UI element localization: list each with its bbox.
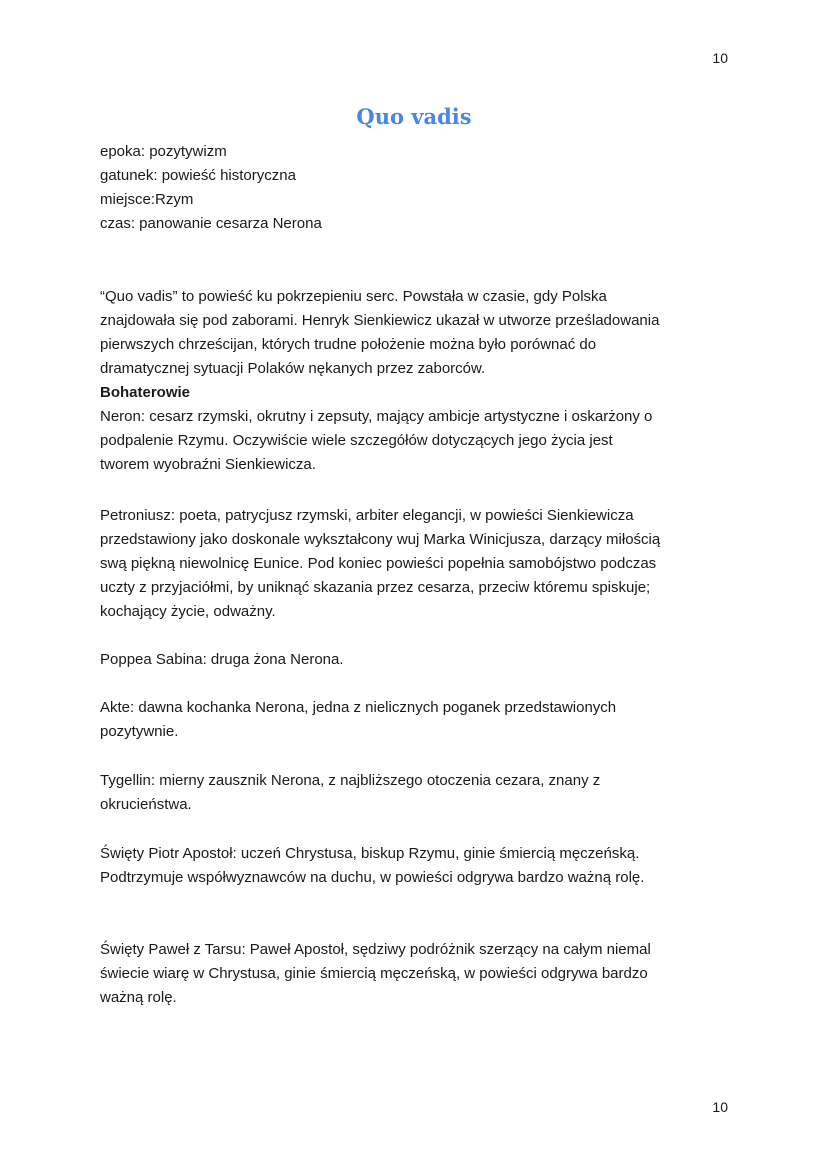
- meta-place: miejsce:Rzym: [100, 191, 194, 208]
- character-piotr: [100, 842, 740, 890]
- text-line: swą piękną niewolnicę Eunice. Pod koniec powieści popełnia samobójstwo podczas: [100, 555, 657, 572]
- intro-paragraph: [100, 285, 740, 477]
- text-line: dramatycznej sytuacji Polaków nękanych przez zaborców.: [100, 360, 486, 377]
- section-heading: Bohaterowie: [100, 384, 191, 401]
- character-akte: [100, 696, 740, 744]
- meta-block: [100, 140, 740, 236]
- text-line: podpalenie Rzymu. Oczywiście wiele szczegółów dotyczących jego życia jest: [100, 432, 613, 449]
- text-line: ważną rolę.: [100, 989, 177, 1006]
- text-line: przedstawiony jako doskonale wykształcony wuj Marka Winicjusza, darzący miłością: [100, 531, 661, 548]
- text-line: Akte: dawna kochanka Nerona, jedna z nielicznych poganek przedstawionych: [100, 699, 617, 716]
- page-number-top: 10: [712, 50, 728, 66]
- character-pawel: [100, 938, 740, 1010]
- text-line: kochający życie, odważny.: [100, 603, 276, 620]
- text-line: uczty z przyjaciółmi, by uniknąć skazania przez cesarza, przeciw któremu spiskuje;: [100, 579, 651, 596]
- character-petroniusz: [100, 504, 740, 624]
- text-line: okrucieństwa.: [100, 796, 192, 813]
- document-title: Quo vadis: [356, 104, 472, 129]
- meta-epoch: epoka: pozytywizm: [100, 143, 227, 160]
- text-line: Tygellin: mierny zausznik Nerona, z najbliższego otoczenia cezara, znany z: [100, 772, 601, 789]
- text-line: znajdowała się pod zaborami. Henryk Sienkiewicz ukazał w utworze prześladowania: [100, 312, 660, 329]
- text-line: Neron: cesarz rzymski, okrutny i zepsuty, mający ambicje artystyczne i oskarżony o: [100, 408, 653, 425]
- text-line: Poppea Sabina: druga żona Nerona.: [100, 651, 344, 668]
- text-line: pozytywnie.: [100, 723, 179, 740]
- text-line: Podtrzymuje współwyznawców na duchu, w powieści odgrywa bardzo ważną rolę.: [100, 869, 645, 886]
- text-line: pierwszych chrześcijan, których trudne położenie można było porównać do: [100, 336, 597, 353]
- character-poppea: [100, 648, 740, 672]
- text-line: świecie wiarę w Chrystusa, ginie śmiercią męczeńską, w powieści odgrywa bardzo: [100, 965, 648, 982]
- meta-time: czas: panowanie cesarza Nerona: [100, 215, 322, 232]
- text-line: tworem wyobraźni Sienkiewicza.: [100, 456, 316, 473]
- meta-genre: gatunek: powieść historyczna: [100, 167, 296, 184]
- text-line: Petroniusz: poeta, patrycjusz rzymski, arbiter elegancji, w powieści Sienkiewicza: [100, 507, 634, 524]
- character-tygellin: [100, 769, 740, 817]
- text-line: Święty Piotr Apostoł: uczeń Chrystusa, biskup Rzymu, ginie śmiercią męczeńską.: [100, 845, 640, 862]
- page-number-bottom: 10: [712, 1099, 728, 1115]
- text-line: “Quo vadis” to powieść ku pokrzepieniu serc. Powstała w czasie, gdy Polska: [100, 288, 607, 305]
- text-line: Święty Paweł z Tarsu: Paweł Apostoł, sędziwy podróżnik szerzący na całym niemal: [100, 941, 651, 958]
